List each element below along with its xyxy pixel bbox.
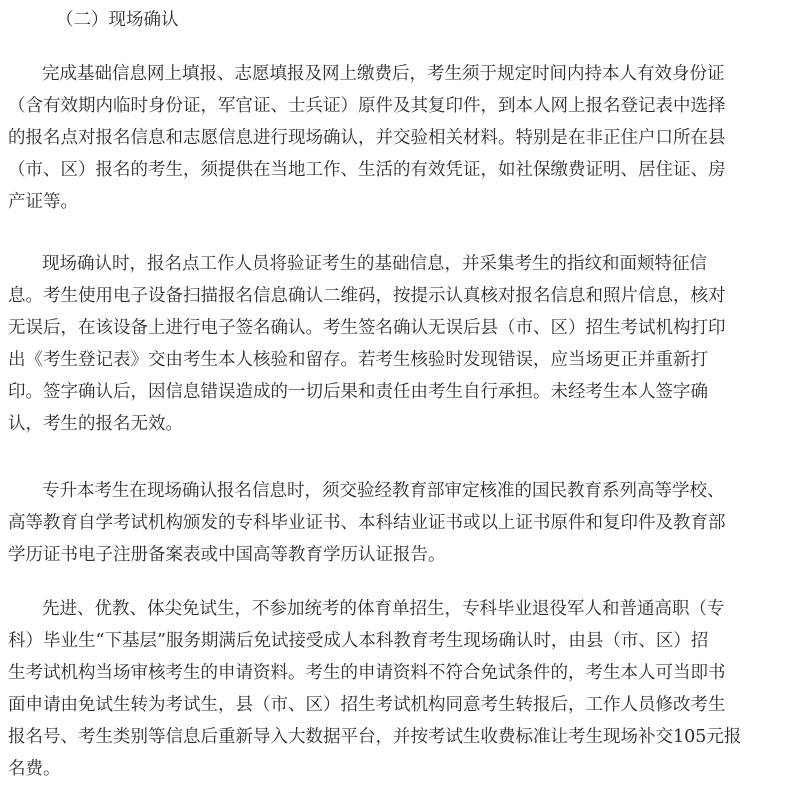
paragraph-3	[0, 475, 794, 571]
paragraph-2	[0, 248, 794, 440]
paragraph-line: 印。签字确认后，因信息错误造成的一切后果和责任由考生自行承担。未经考生本人签字确	[8, 382, 708, 402]
paragraph-4	[0, 593, 794, 785]
paragraph-line: 名费。	[8, 759, 61, 779]
paragraph-line: 无误后，在该设备上进行电子签名确认。考生签名确认无误后县（市、区）招生考试机构打印	[8, 318, 726, 338]
paragraph-line: 认，考生的报名无效。	[8, 414, 183, 434]
paragraph-line: 出《考生登记表》交由考生本人核验和留存。若考生核验时发现错误，应当场更正并重新打	[8, 350, 708, 370]
paragraph-line: 现场确认时，报名点工作人员将验证考生的基础信息，并采集考生的指纹和面颊特征信	[42, 254, 707, 274]
paragraph-line: 产证等。	[8, 192, 78, 212]
paragraph-line: 专升本考生在现场确认报名信息时，须交验经教育部审定核准的国民教育系列高等学校、	[42, 481, 725, 501]
paragraph-1	[0, 58, 794, 218]
paragraph-line: 面申请由免试生转为考试生，县（市、区）招生考试机构同意考生转报后，工作人员修改考生	[8, 695, 726, 715]
paragraph-line: （含有效期内临时身份证，军官证、士兵证）原件及其复印件，到本人网上报名登记表中选择	[8, 96, 726, 116]
paragraph-line: 学历证书电子注册备案表或中国高等教育学历认证报告。	[8, 545, 446, 565]
paragraph-line: 高等教育自学考试机构颁发的专科毕业证书、本科结业证书或以上证书原件和复印件及教育部	[8, 513, 726, 533]
paragraph-line: 先进、优教、体尖免试生，不参加统考的体育单招生，专科毕业退役军人和普通高职（专	[42, 599, 725, 619]
section-heading: （二）现场确认	[56, 10, 179, 30]
paragraph-line: （市、区）报名的考生，须提供在当地工作、生活的有效凭证，如社保缴费证明、居住证、房	[8, 160, 726, 180]
paragraph-line: 完成基础信息网上填报、志愿填报及网上缴费后，考生须于规定时间内持本人有效身份证	[42, 64, 725, 84]
paragraph-line: 报名号、考生类别等信息后重新导入大数据平台，并按考试生收费标准让考生现场补交105元报	[8, 727, 742, 747]
paragraph-line: 科）毕业生“下基层”服务期满后免试接受成人本科教育考生现场确认时，由县（市、区）招	[8, 631, 709, 651]
paragraph-line: 的报名点对报名信息和志愿信息进行现场确认，并交验相关材料。特别是在非正住户口所在县	[8, 128, 726, 148]
paragraph-line: 生考试机构当场审核考生的申请资料。考生的申请资料不符合免试条件的，考生本人可当即书	[8, 663, 726, 683]
paragraph-line: 息。考生使用电子设备扫描报名信息确认二维码，按提示认真核对报名信息和照片信息，核对	[8, 286, 726, 306]
